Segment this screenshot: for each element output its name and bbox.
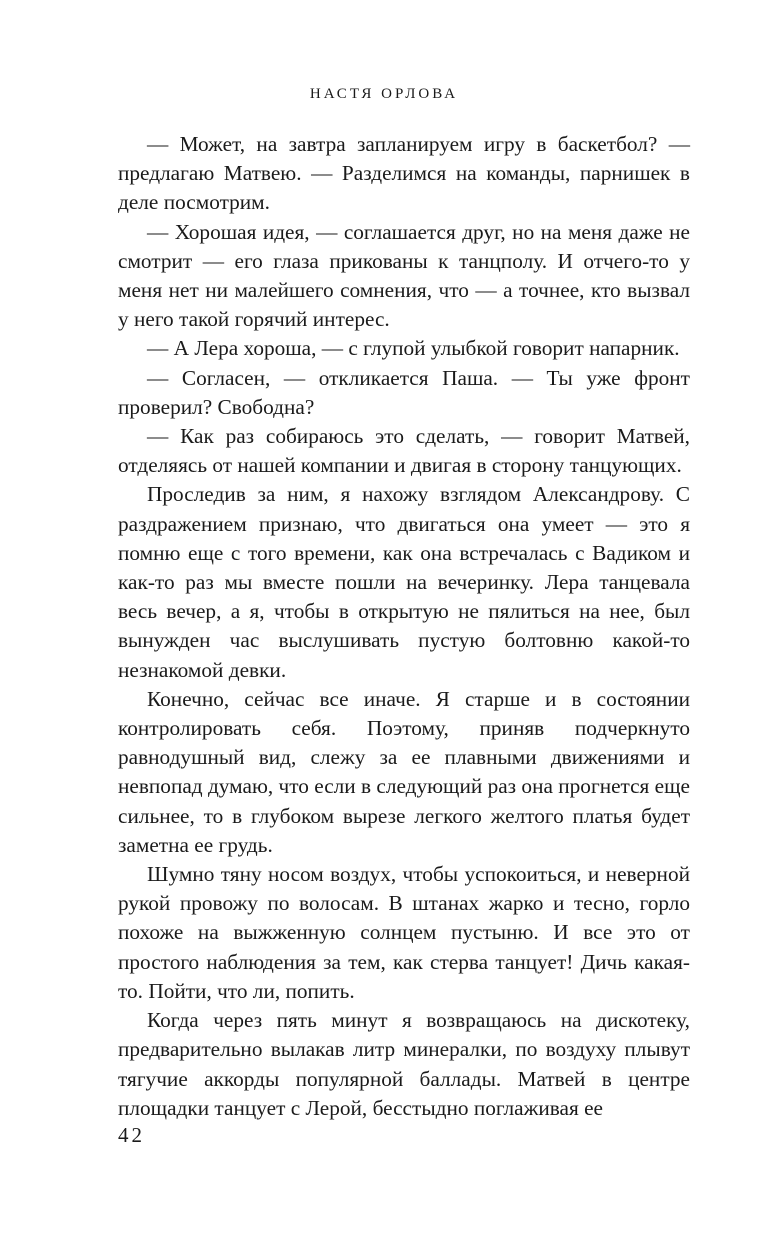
paragraph: Шумно тяну носом воздух, чтобы успокоиться, и неверной рукой провожу по волосам. В штанах жарко и тесно, горло похоже на выжженную солнцем пустыню. И все это от простого наблюдения за тем, как стерва танцует! Дичь какая-то. Пойти, что ли, попить. — [118, 862, 690, 1003]
running-head: НАСТЯ ОРЛОВА — [309, 86, 459, 102]
paragraph: Проследив за ним, я нахожу взглядом Александрову. С раздражением признаю, что двигаться она умеет — это я помню еще с того времени, как она встречалась с Вадиком и как-то раз мы вместе пошли на вечеринку. Лера танцевала весь вечер, а я, чтобы в открытую не пялиться на нее, был вынужден час выслушивать пустую болтовню какой-то незнакомой девки. — [118, 482, 690, 682]
page-number: 42 — [118, 1123, 145, 1147]
paragraph: — Согласен, — откликается Паша. — Ты уже фронт проверил? Свободна? — [118, 365, 690, 419]
paragraph: — Хорошая идея, — соглашается друг, но на меня даже не смотрит — его глаза прикованы к танцполу. И отчего-то у меня нет ни малейшего сомнения, что — а точнее, кто вызвал у него такой горячий интерес. — [118, 219, 690, 332]
body-text — [118, 130, 690, 1123]
paragraph: — Может, на завтра запланируем игру в баскетбол? — предлагаю Матвею. — Разделимся на команды, парнишек в деле посмотрим. — [118, 132, 690, 215]
paragraph: Когда через пять минут я возвращаюсь на дискотеку, предварительно вылакав литр минералки, по воздуху плывут тягучие аккорды популярной баллады. Матвей в центре площадки танцует с Лерой, бесстыдно поглаживая ее — [118, 1008, 690, 1120]
paragraph: — А Лера хороша, — с глупой улыбкой говорит напарник. — [147, 336, 680, 361]
paragraph: Конечно, сейчас все иначе. Я старше и в состоянии контролировать себя. Поэтому, приняв подчеркнуто равнодушный вид, слежу за ее плавными движениями и невпопад думаю, что если в следующий раз она прогнется еще сильнее, то в глубоком вырезе легкого желтого платья будет заметна ее грудь. — [118, 686, 690, 857]
paragraph: — Как раз собираюсь это сделать, — говорит Матвей, отделяясь от нашей компании и двигая в сторону танцующих. — [118, 424, 690, 478]
